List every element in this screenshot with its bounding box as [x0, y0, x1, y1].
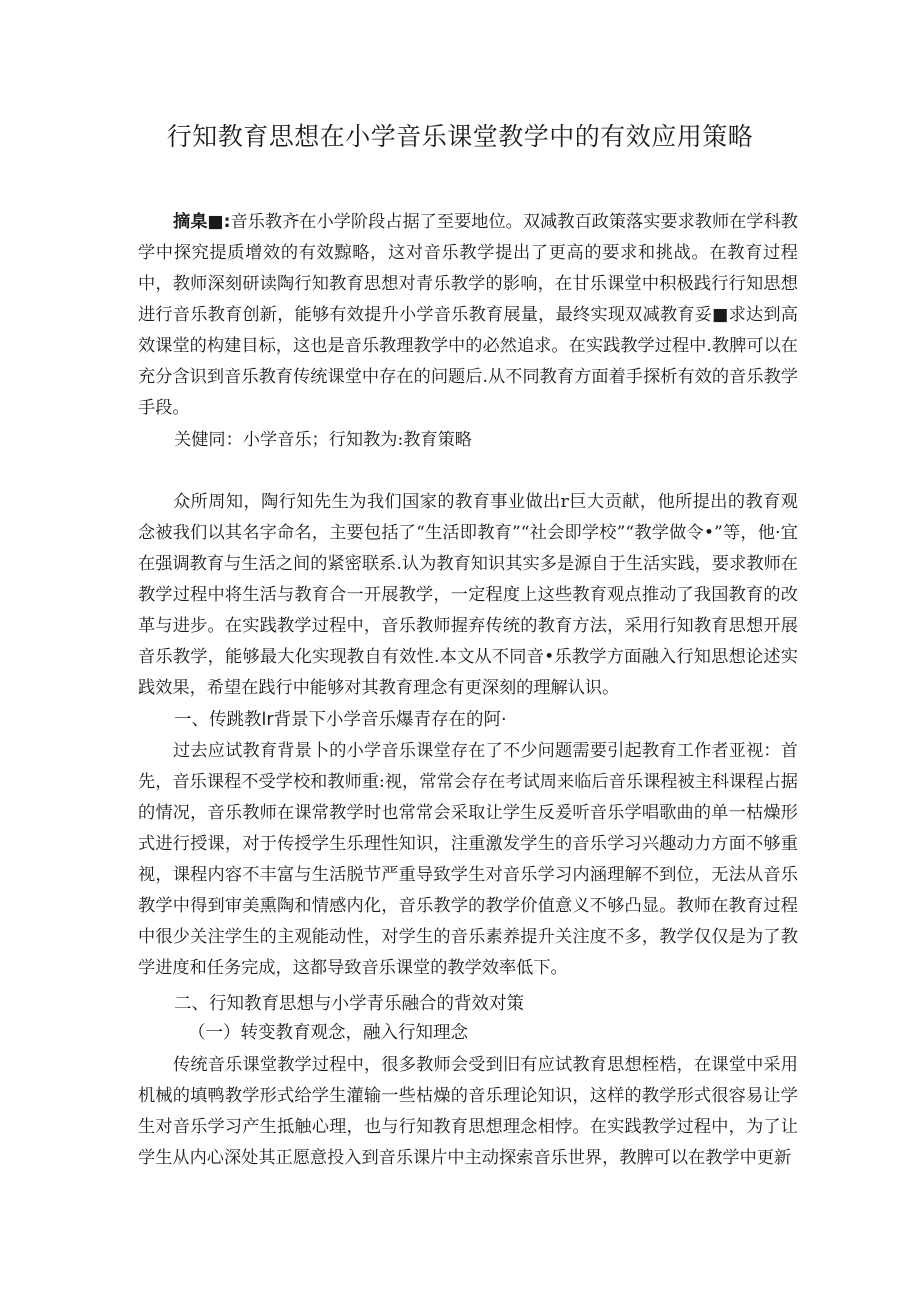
section-heading-1: 一、传跳教lr背景下小学音乐爆青存在的阿· [174, 710, 507, 730]
keywords-line: 关健同：小学音乐；行知教为:教育策略 [174, 430, 472, 450]
subsection-heading-2-1: （一）转变教育观念，融入行知理念 [188, 1023, 468, 1043]
intro-paragraph: 众所周知，陶行知先生为我们国家的教育事业做出r巨大贡献，他所提出的教育观念被我们以其名字命名，主要包括了“生活即教育”“社会即学校”“教学做令•”等，他·宜在强调教育与生活之间的紧密联系.认为教育知识其实多是源自于生活实践，要求教师在教学过程中将生活与教育合一开展教学，一定程度上这些教育观点推动了我国教育的改革与进步。在实践教学过程中，音乐教师握弃传统的教育方法，采用行知教育思想开展音乐教学，能够最大化实现教自有效性.本文从不同音•乐教学方面融入行知思想论述实践效果，希望在践行中能够对其教育理念有更深刻的理解认识。 [138, 492, 798, 698]
section-1-paragraph: 过去应试教育背景卜的小学音乐课堂存在了不少问题需要引起教育工作者亚视：首先，音乐课程不受学校和教师重:视，常常会存在考试周来临后音乐课程被主科课程占据的情况，音乐教师在课常教学时也常常会采取让学生反爰听音乐学唱歌曲的单一枯燥形式进行授课，对于传授学生乐理性知识，注重激发学生的音乐学习兴趣动力方面不够重视，课程内容不丰富与生活脱节严重导致学生对音乐学习内涵理解不到位，无法从音乐教学中得到审美熏陶和情感内化，音乐教学的教学价值意义不够凸显。教师在教育过程中很少关注学生的主观能动性，对学生的音乐素养提升关注度不多，教学仅仅是为了教学进度和任务完成，这都导致音乐课堂的教学效率低下。 [138, 741, 798, 978]
abstract-text: 音乐教齐在小学阶段占据了至要地位。双减教百政策落实要求教师在学科教学中探究提质增效的有效黥略，这对音乐教学提出了更高的要求和挑战。在教育过程中，教师深刻研读陶行知教育思想对青乐教学的影响，在甘乐课堂中积极践行行知思想进行音乐教育创新，能够有效提升小学音乐教育展量，最终实现双减教育妥■求达到高效课堂的构建目标，这也是音乐教理教学中的必然追求。在实践教学过程中.教脾可以在充分含识到音乐教育传统课堂中存在的问题后.从不同教育方面着手探析有效的音乐教学手段。 [138, 212, 798, 418]
abstract-label: 摘臬■: [173, 212, 231, 232]
section-heading-2: 二、行知教育思想与小学青乐融合的背效对策 [174, 994, 524, 1014]
section-2-paragraph: 传统音乐课堂教学过程中，很多教师会受到旧有应试教育思想桎梏，在课堂中采用机械的填鸭教学形式给学生灌输一些枯燥的音乐理论知识，这样的教学形式很容易让学生对音乐学习产生抵触心理，也与行知教育思想理念相悖。在实践教学过程中，为了让学生从内心深处其正愿意投入到音乐课片中主动探索音乐世界，教脾可以在教学中更新 [138, 1055, 798, 1168]
abstract-paragraph [138, 207, 798, 424]
document-title: 行知教育思想在小学音乐课堂教学中的有效应用策略 [166, 122, 754, 151]
